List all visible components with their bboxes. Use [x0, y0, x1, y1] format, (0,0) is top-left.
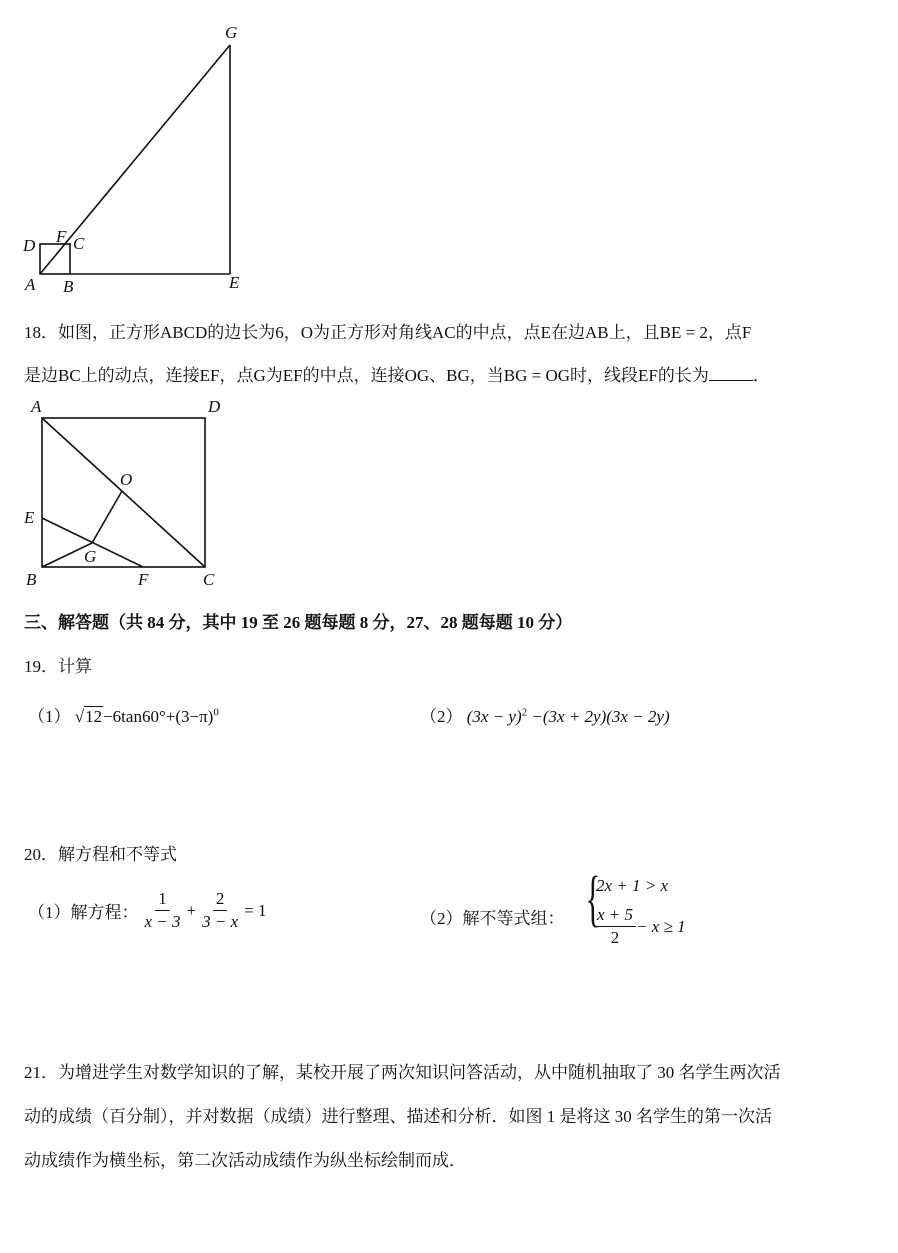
q19-part2: （2） $(3x - y)^2 -(3x + 2y)(3x - 2y)$ [420, 706, 670, 726]
label-e: E [24, 508, 35, 527]
label-a: A [25, 275, 36, 294]
q21-line2: 动的成绩（百分制），并对数据（成绩）进行整理、描述和分析．如图 1 是将这 30 名学生的第一次活 [24, 1107, 772, 1126]
inequality-1: 2x + 1 > x [596, 876, 669, 895]
label-b: B [63, 277, 74, 296]
q18-line1: 18．如图，正方形ABCD的边长为6，O为正方形对角线AC的中点，点E在边AB上，且BE = 2，点F [24, 323, 752, 342]
answer-blank[interactable] [709, 366, 753, 381]
label-a: A [31, 397, 42, 416]
inequality-2: $\frac{x + 5}{2}$ − x ≥ 1 [594, 904, 686, 949]
label-g: G [84, 547, 97, 566]
q20-title: 20．解方程和不等式 [24, 845, 177, 864]
line-ag [40, 45, 230, 274]
label-b: B [26, 570, 37, 589]
section-heading: 三、解答题（共 84 分，其中 19 至 26 题每题 8 分，27、28 题每题 10 分） [24, 613, 573, 632]
q19-part1: （1） $√12-6\tan 60^\circ+(3-\pi)^0$ [28, 706, 219, 726]
q20-part1: （1）解方程： $\frac{1}{x - 3}$ + $\frac{2}{3 - x}$ = 1 [28, 889, 267, 931]
label-f: F [56, 227, 67, 246]
q19-title: 19．计算 [24, 657, 92, 676]
q21-line1: 21．为增进学生对数学知识的了解，某校开展了两次知识问答活动，从中随机抽取了 30 名学生两次活 [24, 1063, 781, 1082]
q18-line2: 是边BC上的动点，连接EF，点G为EF的中点，连接OG、BG，当BG = OG时，线段EF的长为 ． [24, 366, 770, 385]
q20-part2-label: （2）解不等式组： [420, 909, 565, 928]
inequality-brace: { [585, 865, 601, 933]
diagonal-ac [42, 418, 205, 567]
label-f: F [138, 570, 149, 589]
label-d: D [208, 397, 221, 416]
label-e: E [229, 273, 240, 292]
fraction-1: $\frac{1}{x - 3}$ [144, 889, 181, 931]
label-d: D [23, 236, 36, 255]
fraction-3: $\frac{x + 5}{2}$ [594, 904, 636, 949]
segment-og [92, 491, 122, 543]
q21-line3: 动成绩作为横坐标，第二次活动成绩作为纵坐标绘制而成． [24, 1151, 466, 1170]
figure-square-triangle [0, 0, 300, 300]
label-c: C [203, 570, 215, 589]
fraction-2: $\frac{2}{3 - x}$ [202, 889, 239, 931]
label-g: G [225, 23, 238, 42]
label-o: O [120, 470, 133, 489]
figure-square-abcd [0, 390, 260, 600]
label-c: C [73, 234, 85, 253]
